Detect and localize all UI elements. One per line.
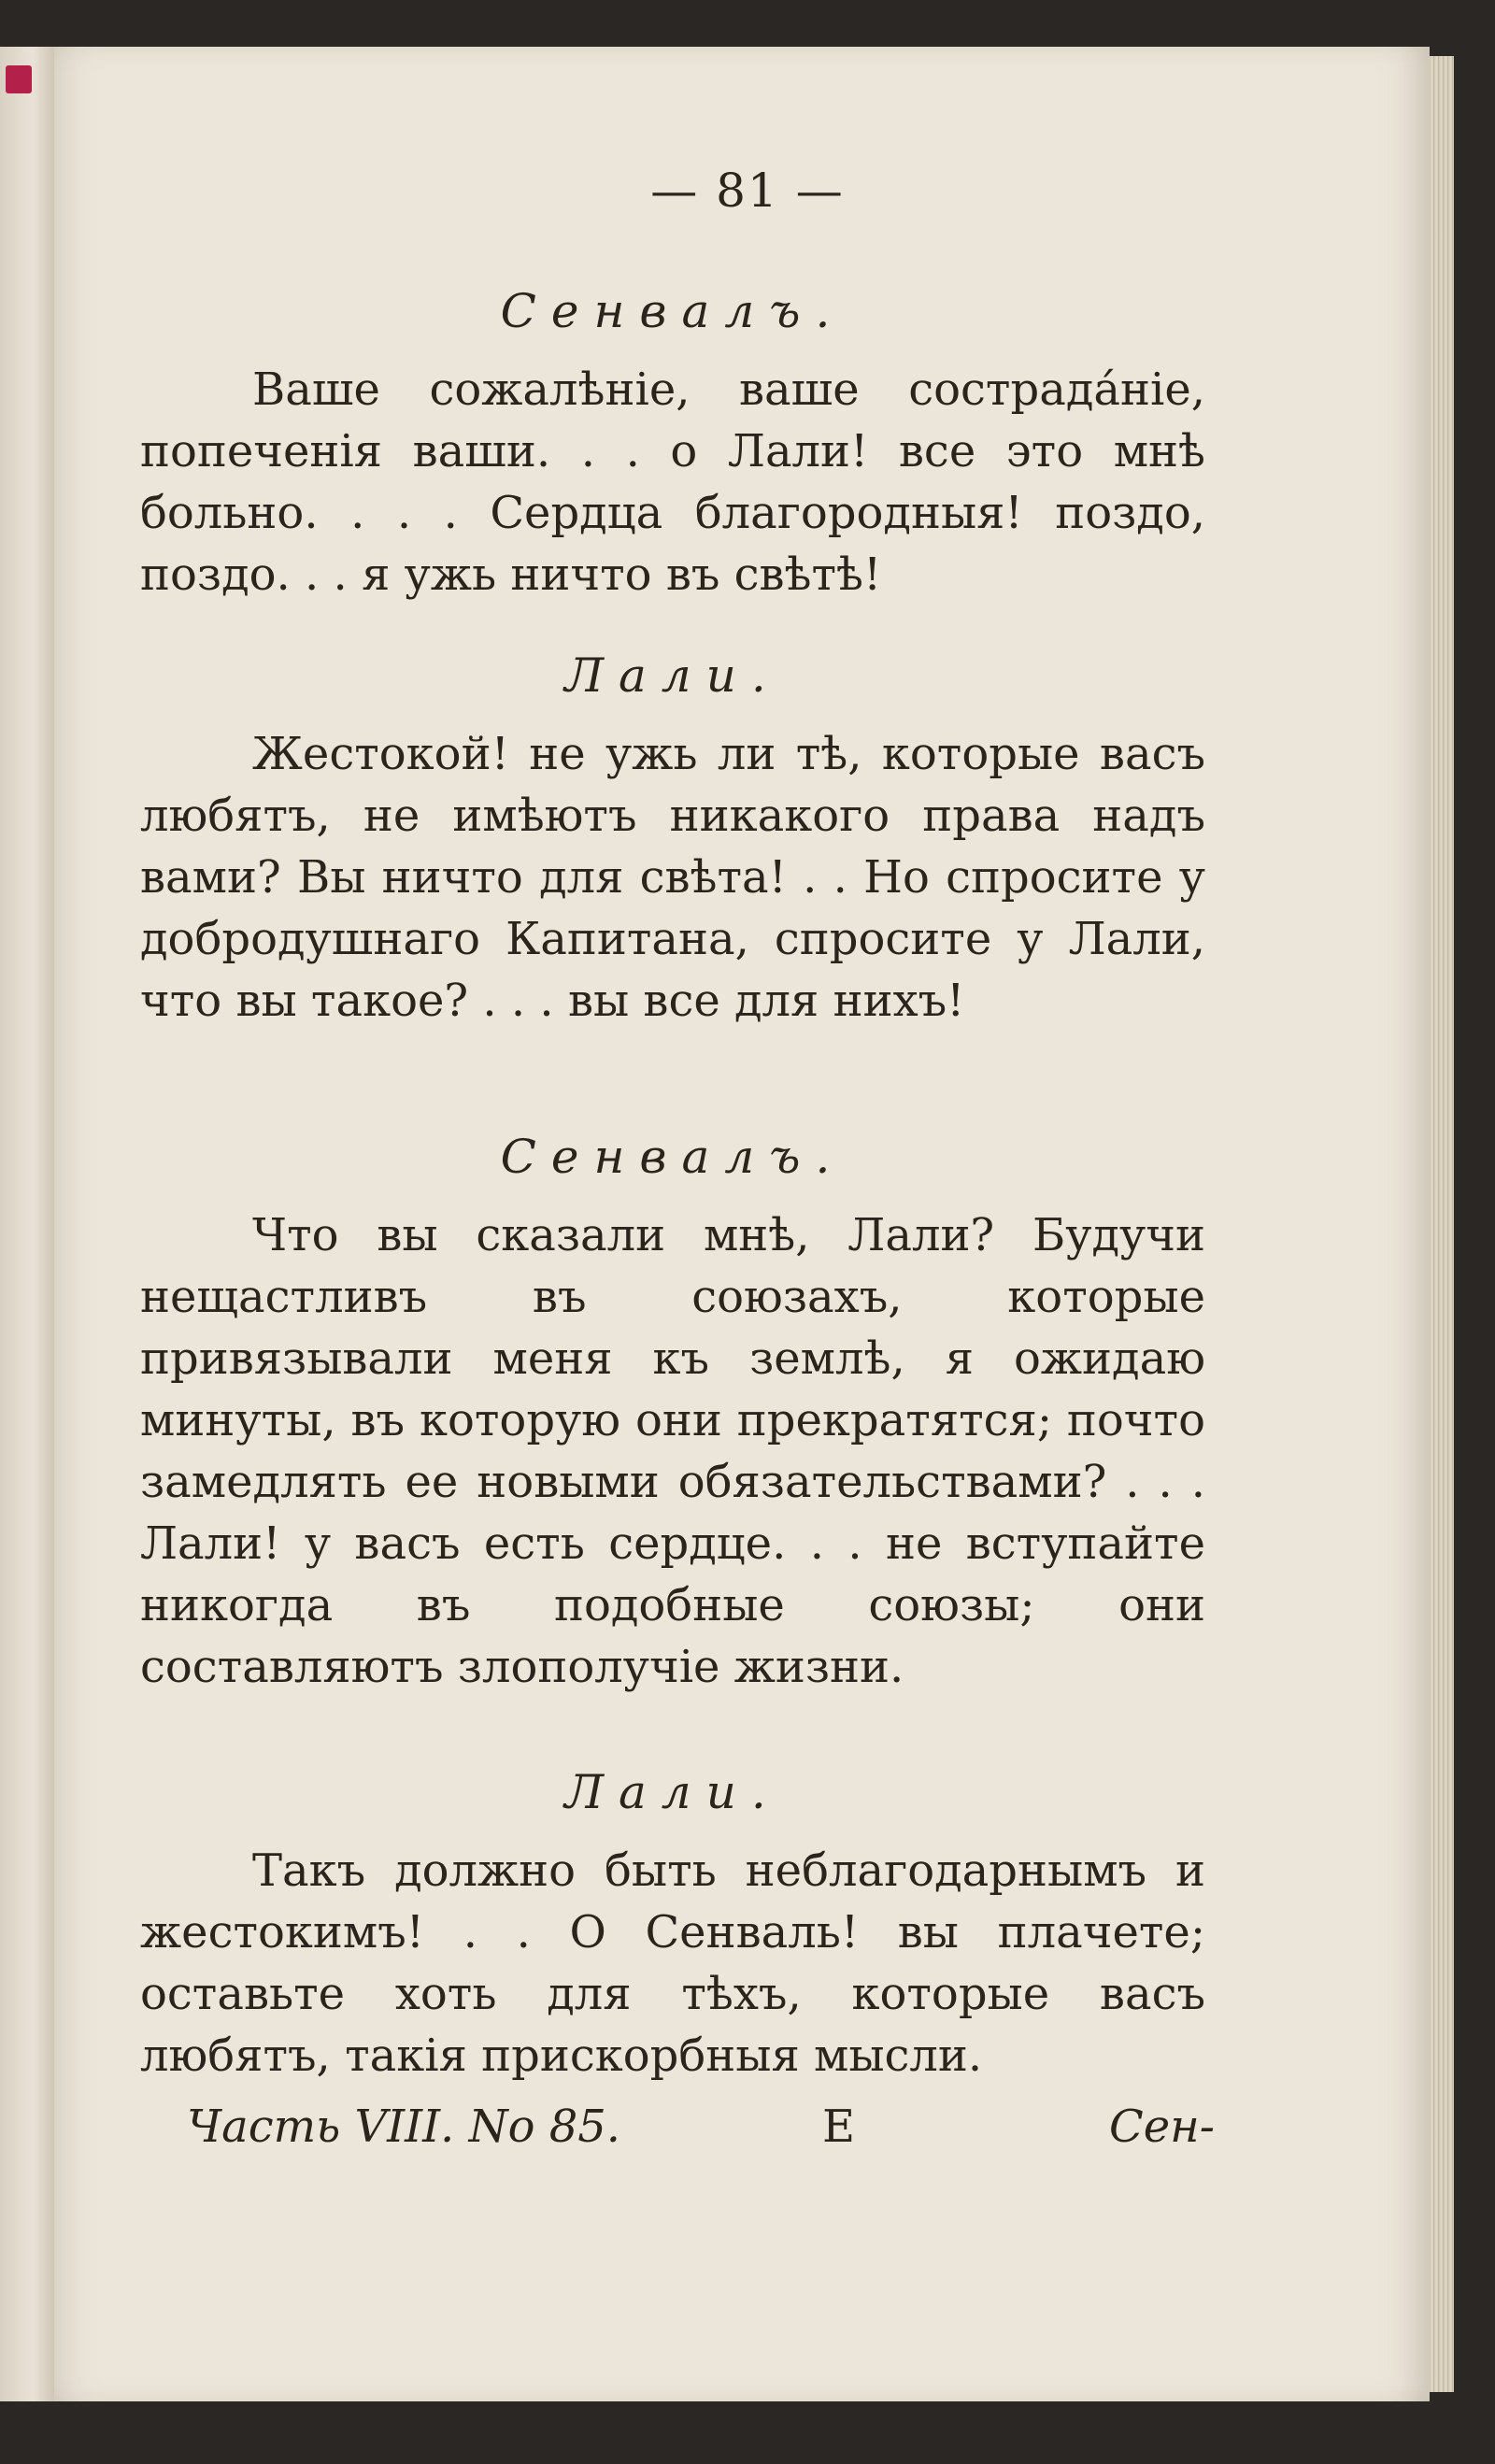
page-stack-edge <box>1430 56 1454 2392</box>
speaker-name: Сенвалъ. <box>500 284 846 338</box>
speech-paragraph: Что вы сказали мнѣ, Лали? Будучи нещастливъ въ союзахъ, которые привязывали меня къ землѣ, я ожидаю минуты, въ которую они прекратятся; почто замедлять ее новыми обязательствами? . . . Лали! у васъ есть сердце. . . не вступайте никогда въ подобные союзы; они составляютъ злополучіе жизни. <box>140 1209 1205 1693</box>
speaker-name: Лали. <box>564 648 781 703</box>
section-3 <box>140 1126 1205 1698</box>
section-1 <box>140 280 1205 605</box>
sheet-mark: Е <box>822 2101 856 2153</box>
page-number: — 81 — <box>650 164 845 218</box>
facing-page-edge <box>0 47 56 2401</box>
speech-paragraph: Жестокой! не ужь ли тѣ, которые васъ любятъ, не имѣютъ никакого права надъ вами? Вы ничто для свѣта! . . Но спросите у добродушнаго Капитана, спросите у Лали, что вы такое? . . . вы все для нихъ! <box>140 728 1205 1027</box>
section-2 <box>140 645 1205 1032</box>
section-4 <box>140 1761 1205 2087</box>
speech-paragraph: Такъ должно быть неблагодарнымъ и жестокимъ! . . О Сенваль! вы плачете; оставьте хоть для тѣхъ, которые васъ любятъ, такія прискорбныя мысли. <box>140 1844 1205 2082</box>
speaker-name: Сенвалъ. <box>500 1130 846 1184</box>
signature-mark: Часть VIII. No 85. <box>187 2101 621 2153</box>
bookmark-ribbon <box>6 65 32 93</box>
speech-paragraph: Ваше сожалѣніе, ваше сострада́ніе, попеченія ваши. . . о Лали! все это мнѣ больно. . . . Сердца благородныя! поздо, поздо. . . я ужь ничто въ свѣтѣ! <box>140 363 1205 601</box>
catchword: Сен- <box>1109 2101 1215 2153</box>
speaker-name: Лали. <box>564 1765 781 1819</box>
